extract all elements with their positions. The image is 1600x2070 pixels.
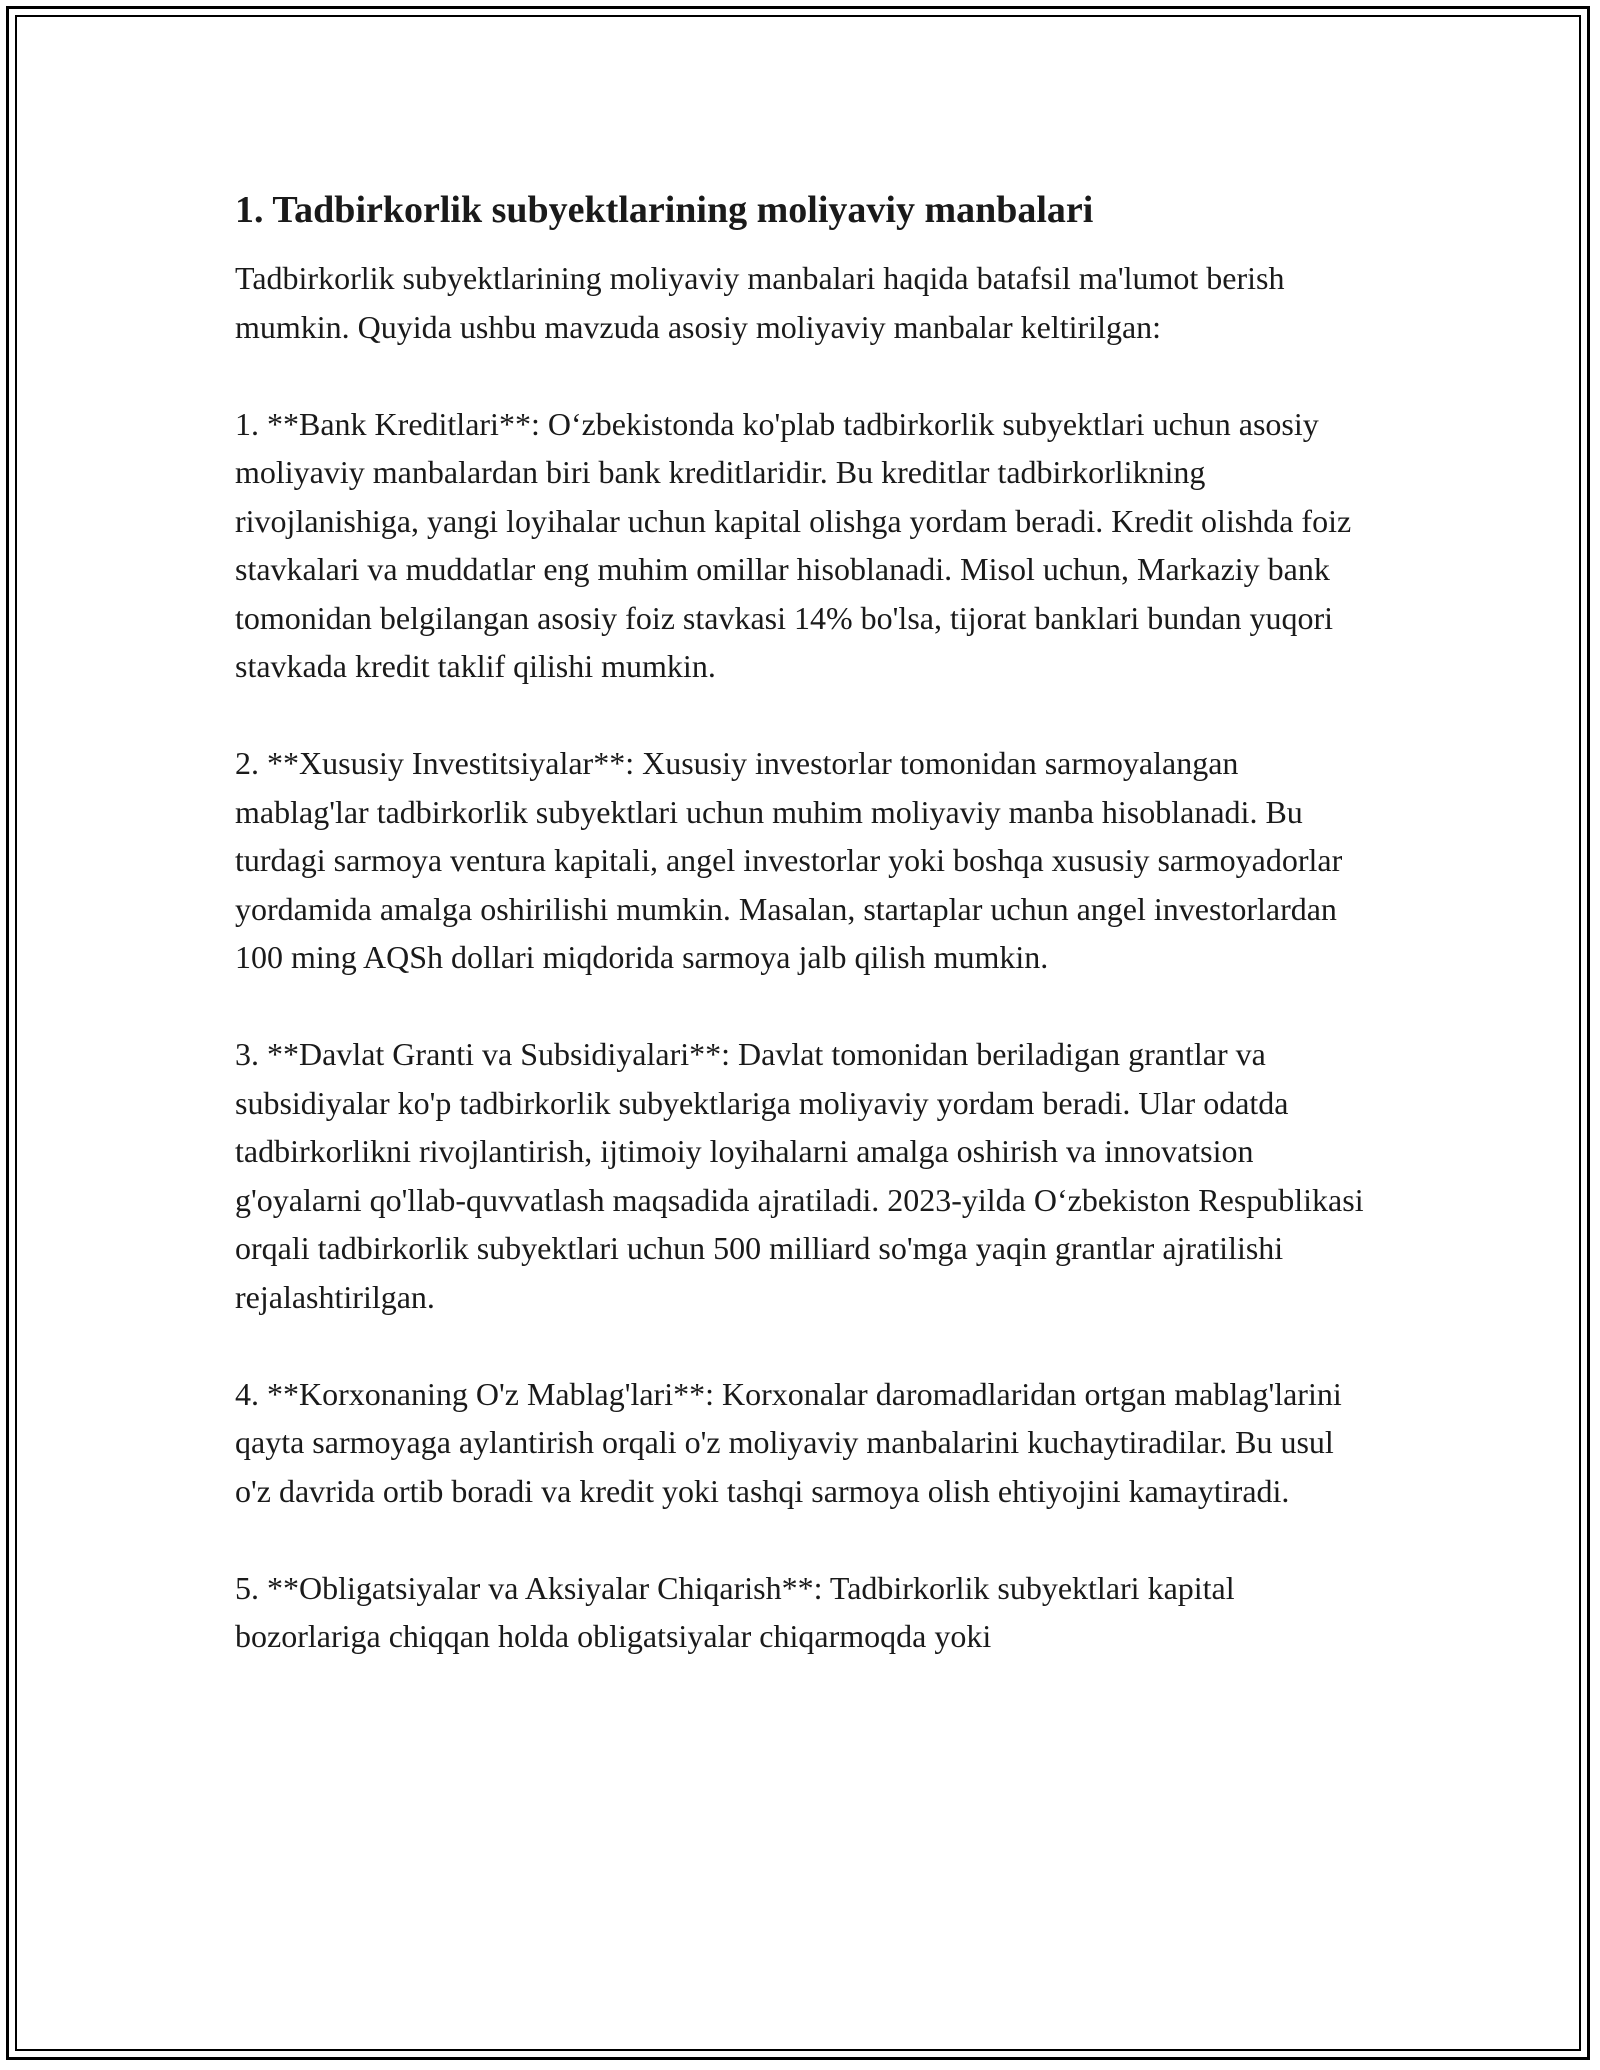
paragraph-bonds-shares: 5. **Obligatsiyalar va Aksiyalar Chiqarish**: Tadbirkorlik subyektlari kapital bozorlariga chiqqan holda obligatsiyalar chiqarmoqda yoki xyxy=(235,1569,1235,1654)
section-heading: 1. Tadbirkorlik subyektlarining moliyaviy manbalari xyxy=(235,189,1094,231)
paragraph-own-funds: 4. **Korxonaning O'z Mablag'lari**: Korxonalar daromadlaridan ortgan mablag'larini qayta sarmoyaga aylantirish orqali o'z moliyaviy manbalarini kuchaytiradilar. Bu usul o'z davrida ortib boradi va kredit yoki tashqi sarmoya olish ehtiyojini kamaytiradi. xyxy=(235,1375,1342,1509)
intro-paragraph: Tadbirkorlik subyektlarining moliyaviy manbalari haqida batafsil ma'lumot berish mumkin. Quyida ushbu mavzuda asosiy moliyaviy manbalar keltirilgan: xyxy=(235,260,1285,345)
paragraph-state-grants: 3. **Davlat Granti va Subsidiyalari**: Davlat tomonidan beriladigan grantlar va subsidiyalar ko'p tadbirkorlik subyektlariga moliyaviy yordam beradi. Ular odatda tadbirkorlikni rivojlantirish, ijtimoiy loyihalarni amalga oshirish va innovatsion g'oyalarni qo'llab-quvvatlash maqsadida ajratiladi. 2023-yilda O‘zbekiston Respublikasi orqali tadbirkorlik subyektlari uchun 500 milliard so'mga yaqin grantlar ajratilishi rejalashtirilgan. xyxy=(235,1036,1364,1315)
paragraph-private-investments: 2. **Xususiy Investitsiyalar**: Xususiy investorlar tomonidan sarmoyalangan mablag'lar tadbirkorlik subyektlari uchun muhim moliyaviy manba hisoblanadi. Bu turdagi sarmoya ventura kapitali, angel investorlar yoki boshqa xususiy sarmoyadorlar yordamida amalga oshirilishi mumkin. Masalan, startaplar uchun angel investorlardan 100 ming AQSh dollari miqdorida sarmoya jalb qilish mumkin. xyxy=(235,745,1343,975)
document-body xyxy=(235,186,1365,1709)
paragraph-bank-credits: 1. **Bank Kreditlari**: O‘zbekistonda ko'plab tadbirkorlik subyektlari uchun asosiy moliyaviy manbalardan biri bank kreditlaridir. Bu kreditlar tadbirkorlikning rivojlanishiga, yangi loyihalar uchun kapital olishga yordam beradi. Kredit olishda foiz stavkalari va muddatlar eng muhim omillar hisoblanadi. Misol uchun, Markaziy bank tomonidan belgilangan asosiy foiz stavkasi 14% bo'lsa, tijorat banklari bundan yuqori stavkada kredit taklif qilishi mumkin. xyxy=(235,405,1352,684)
